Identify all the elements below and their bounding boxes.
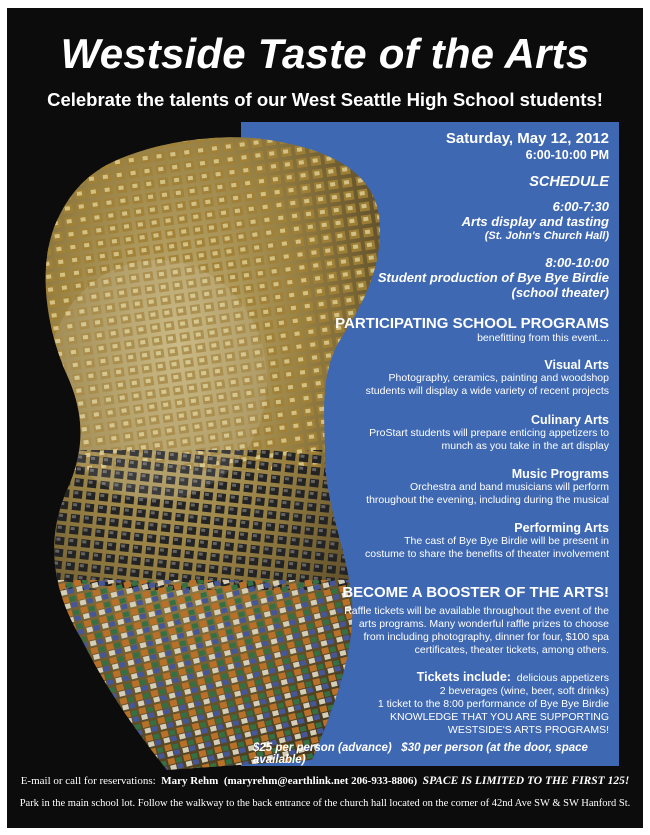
tickets-line: KNOWLEDGE THAT YOU ARE SUPPORTING (390, 711, 609, 723)
price-door: $30 per person (at the door, space available) (253, 742, 588, 766)
price-advance: $25 per person (advance) (253, 742, 392, 754)
event-date: Saturday, May 12, 2012 (445, 130, 609, 147)
program-item (366, 467, 609, 507)
parking-instructions: Park in the main school lot. Follow the walkway to the back entrance of the church hall located on the corner of 42nd Ave SW & SW Hanford St. (19, 798, 631, 809)
program-item (365, 521, 609, 561)
programs-subheading: benefitting from this event.... (477, 332, 609, 344)
space-limit-notice: SPACE IS LIMITED TO THE FIRST 125! (422, 775, 630, 787)
booster-line: arts programs. Many wonderful raffle prizes to choose (358, 618, 609, 630)
program-title: Music Programs (511, 467, 609, 481)
program-line: munch as you take in the art display (441, 440, 609, 452)
program-line: ProStart students will prepare enticing appetizers to (369, 427, 609, 439)
program-item (366, 358, 609, 398)
contact-details: (maryrehm@earthlink.net 206-933-8806) (223, 775, 418, 787)
booster-line: certificates, theater tickets, among others. (414, 644, 609, 656)
tickets-label: Tickets include: (416, 670, 511, 684)
schedule-location: (school theater) (511, 285, 609, 300)
programs-section (335, 315, 609, 345)
program-line: costume to share the benefits of theater involvement (365, 548, 609, 560)
contact-line (7, 775, 643, 787)
event-time: 6:00-10:00 PM (525, 148, 609, 162)
program-line: throughout the evening, including during the musical (366, 494, 609, 506)
schedule-location: (St. John's Church Hall) (484, 230, 609, 242)
ticket-prices (253, 742, 643, 766)
mosaic-torso-sculpture-icon (7, 120, 387, 770)
program-title: Performing Arts (514, 521, 609, 535)
program-title: Visual Arts (544, 358, 609, 372)
booster-section (342, 584, 609, 657)
schedule-time: 8:00-10:00 (545, 255, 609, 270)
tickets-line: 2 beverages (wine, beer, soft drinks) (439, 685, 609, 697)
tickets-line: WESTSIDE'S ARTS PROGRAMS! (447, 724, 609, 736)
tickets-first-item: delicious appetizers (516, 672, 609, 684)
tickets-section (378, 671, 609, 737)
schedule-title: Student production of Bye Bye Birdie (377, 270, 609, 285)
poster-subtitle: Celebrate the talents of our West Seattle High School students! (47, 89, 603, 110)
contact-prefix: E-mail or call for reservations: (20, 775, 156, 787)
schedule-heading: SCHEDULE (529, 174, 609, 190)
contact-name: Mary Rehm (161, 775, 219, 787)
program-line: students will display a wide variety of recent projects (365, 385, 609, 397)
program-line: Photography, ceramics, painting and woodshop (388, 372, 609, 384)
program-item (369, 413, 609, 453)
tickets-line: 1 ticket to the 8:00 performance of Bye Bye Birdie (377, 698, 609, 710)
program-line: Orchestra and band musicians will perform (410, 481, 609, 493)
booster-line: Raffle tickets will be available throughout the event of the (344, 605, 609, 617)
program-line: The cast of Bye Bye Birdie will be present in (404, 535, 609, 547)
program-title: Culinary Arts (530, 413, 609, 427)
booster-line: from including photography, dinner for four, $100 spa (363, 631, 609, 643)
poster-title: Westside Taste of the Arts (60, 30, 590, 77)
booster-heading: BECOME A BOOSTER OF THE ARTS! (342, 584, 609, 601)
event-poster (7, 8, 643, 828)
schedule-title: Arts display and tasting (461, 214, 609, 229)
programs-heading: PARTICIPATING SCHOOL PROGRAMS (335, 315, 609, 332)
schedule-item (462, 199, 609, 244)
schedule-item (378, 255, 609, 300)
event-date-block (446, 130, 609, 164)
schedule-time: 6:00-7:30 (552, 199, 609, 214)
